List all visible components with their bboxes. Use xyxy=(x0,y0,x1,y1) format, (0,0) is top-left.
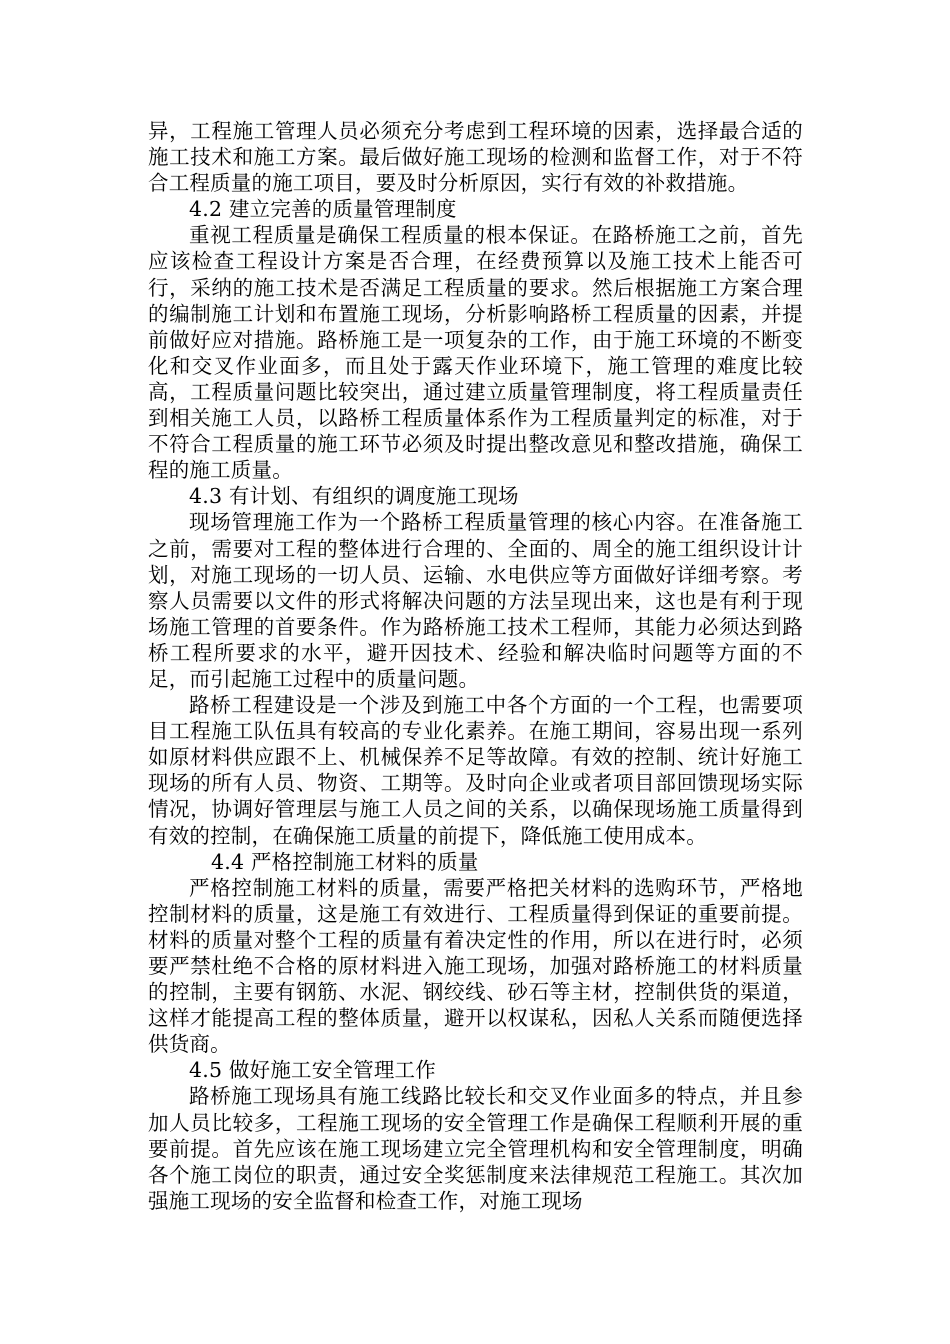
paragraph-continuation: 异，工程施工管理人员必须充分考虑到工程环境的因素，选择最合适的施工技术和施工方案。最后做好施工现场的检测和监督工作，对于不符合工程质量的施工项目，要及时分析原因，实行有效的补救措施。 xyxy=(148,119,803,196)
paragraph-material-quality: 严格控制施工材料的质量，需要严格把关材料的选购环节，严格地控制材料的质量，这是施工有效进行、工程质量得到保证的重要前提。材料的质量对整个工程的质量有着决定性的作用，所以在进行时，必须要严禁杜绝不合格的原材料进入施工现场，加强对路桥施工的材料质量的控制，主要有钢筋、水泥、钢绞线、砂石等主材，控制供货的渠道，这样才能提高工程的整体质量，避开以权谋私，因私人关系而随便选择供货商。 xyxy=(148,875,803,1057)
document-body xyxy=(148,118,803,1214)
paragraph-project-team: 路桥工程建设是一个涉及到施工中各个方面的一个工程，也需要项目工程施工队伍具有较高的专业化素养。在施工期间，容易出现一系列如原材料供应跟不上、机械保养不足等故障。有效的控制、统计好施工现场的所有人员、物资、工期等。及时向企业或者项目部回馈现场实际情况，协调好管理层与施工人员之间的关系，以确保现场施工质量得到有效的控制，在确保施工质量的前提下，降低施工使用成本。 xyxy=(148,693,803,848)
paragraph-safety-management: 路桥施工现场具有施工线路比较长和交叉作业面多的特点，并且参加人员比较多，工程施工现场的安全管理工作是确保工程顺利开展的重要前提。首先应该在施工现场建立完全管理机构和安全管理制度，明确各个施工岗位的职责，通过安全奖惩制度来法律规范工程施工。其次加强施工现场的安全监督和检查工作，对施工现场 xyxy=(148,1084,803,1213)
section-heading-4-3: 4.3 有计划、有组织的调度施工现场 xyxy=(189,484,519,509)
paragraph-quality-system: 重视工程质量是确保工程质量的根本保证。在路桥施工之前，首先应该检查工程设计方案是否合理，在经费预算以及施工技术上能否可行，采纳的施工技术是否满足工程质量的要求。然后根据施工方案合理的编制施工计划和布置施工现场，分析影响路桥工程质量的因素，并提前做好应对措施。路桥施工是一项复杂的工作，由于施工环境的不断变化和交叉作业面多，而且处于露天作业环境下，施工管理的难度比较高，工程质量问题比较突出，通过建立质量管理制度，将工程质量责任到相关施工人员，以路桥工程质量体系作为工程质量判定的标准，对于不符合工程质量的施工环节必须及时提出整改意见和整改措施，确保工程的施工质量。 xyxy=(148,223,803,483)
section-heading-4-4: 4.4 严格控制施工材料的质量 xyxy=(211,849,479,874)
section-heading-4-2: 4.2 建立完善的质量管理制度 xyxy=(189,197,457,222)
paragraph-site-management: 现场管理施工作为一个路桥工程质量管理的核心内容。在准备施工之前，需要对工程的整体进行合理的、全面的、周全的施工组织设计计划，对施工现场的一切人员、运输、水电供应等方面做好详细考察。考察人员需要以文件的形式将解决问题的方法呈现出来，这也是有利于现场施工管理的首要条件。作为路桥施工技术工程师，其能力必须达到路桥工程所要求的水平，避开因技术、经验和解决临时问题等方面的不足，而引起施工过程中的质量问题。 xyxy=(148,510,803,691)
section-heading-4-5: 4.5 做好施工安全管理工作 xyxy=(189,1058,436,1083)
